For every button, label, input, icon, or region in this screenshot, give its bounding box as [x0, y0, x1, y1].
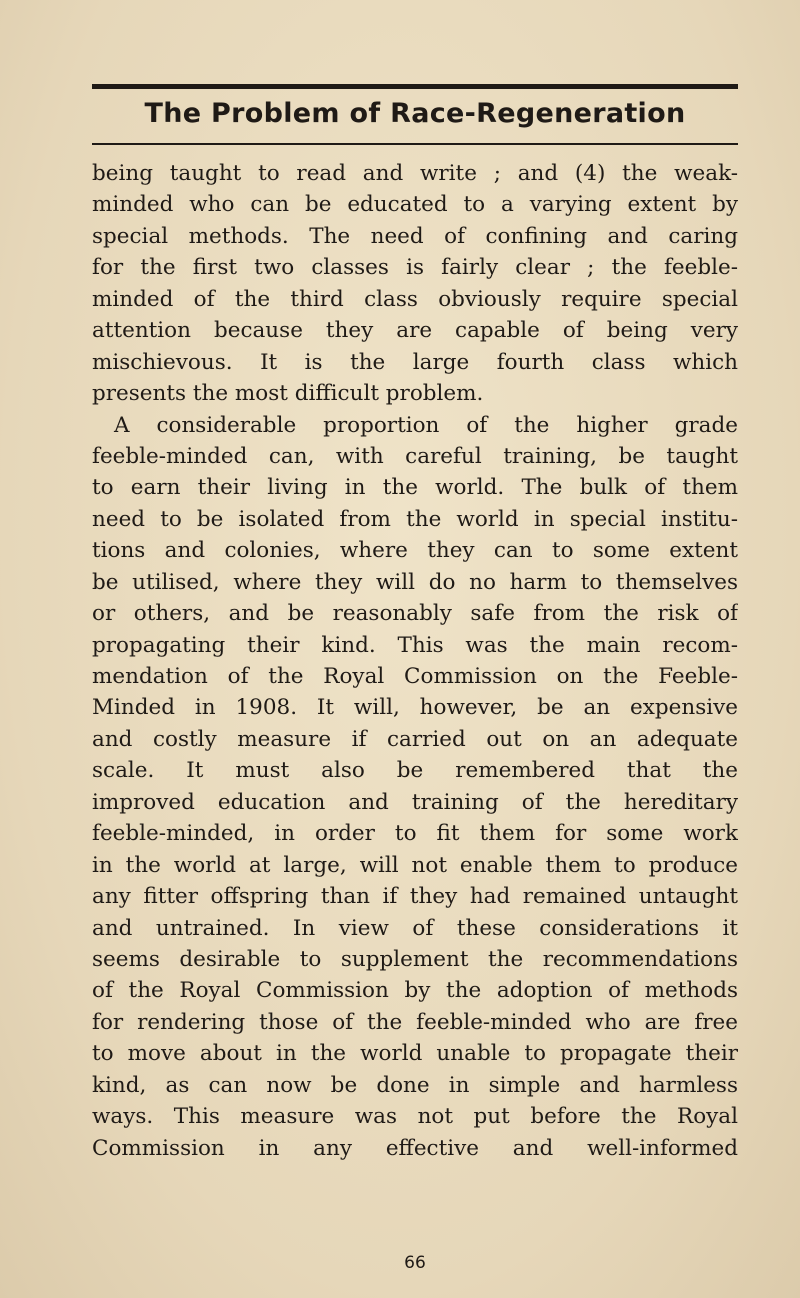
text-line: Minded in 1908. It will, however, be an expensive — [92, 695, 738, 721]
text-line: and costly measure if carried out on an adequate — [92, 726, 738, 752]
text-line: of the Royal Commission by the adoption of methods — [92, 978, 738, 1004]
text-line: attention because they are capable of being very — [92, 318, 738, 344]
text-line: and untrained. In view of these considerations it — [92, 915, 738, 941]
text-line: feeble-minded, in order to fit them for some work — [92, 821, 738, 847]
text-line: propagating their kind. This was the main recom- — [92, 632, 738, 658]
text-line: mischievous. It is the large fourth class which — [92, 349, 738, 375]
text-line: tions and colonies, where they can to some extent — [92, 538, 738, 564]
text-line: any fitter offspring than if they had remained untaught — [92, 884, 738, 910]
text-line: being taught to read and write ; and (4) the weak- — [92, 161, 738, 186]
text-line: be utilised, where they will do no harm to themselves — [92, 569, 738, 595]
text-line: to earn their living in the world. The bulk of them — [92, 475, 738, 501]
text-line: for rendering those of the feeble-minded who are free — [92, 1009, 738, 1035]
text-line: scale. It must also be remembered that the — [92, 758, 738, 784]
body-text — [92, 158, 738, 1164]
text-line: presents the most difficult problem. — [92, 381, 484, 407]
text-line: ways. This measure was not put before the Royal — [92, 1104, 738, 1130]
text-line: mendation of the Royal Commission on the Feeble- — [92, 664, 738, 689]
text-line: feeble-minded can, with careful training, be taught — [92, 443, 738, 469]
header-rule-top — [92, 84, 738, 89]
text-line: minded of the third class obviously require special — [92, 286, 738, 312]
text-line: improved education and training of the hereditary — [92, 789, 738, 815]
text-line: in the world at large, will not enable them to produce — [92, 852, 738, 878]
text-line: special methods. The need of confining and caring — [92, 223, 738, 249]
text-line: kind, as can now be done in simple and harmless — [92, 1072, 738, 1098]
text-line: Commission in any effective and well-informed — [92, 1135, 738, 1161]
text-line: need to be isolated from the world in special institu- — [92, 506, 738, 532]
header-rule-bottom — [92, 143, 738, 145]
running-title: The Problem of Race-Regeneration — [144, 98, 686, 129]
text-line: to move about in the world unable to propagate their — [92, 1041, 738, 1067]
page-number: 66 — [404, 1253, 426, 1273]
text-line: or others, and be reasonably safe from the risk of — [92, 601, 738, 627]
text-line: minded who can be educated to a varying extent by — [92, 192, 738, 218]
text-line: A considerable proportion of the higher grade — [114, 412, 738, 438]
text-line: seems desirable to supplement the recommendations — [92, 946, 738, 972]
text-line: for the first two classes is fairly clear ; the feeble- — [92, 255, 738, 281]
